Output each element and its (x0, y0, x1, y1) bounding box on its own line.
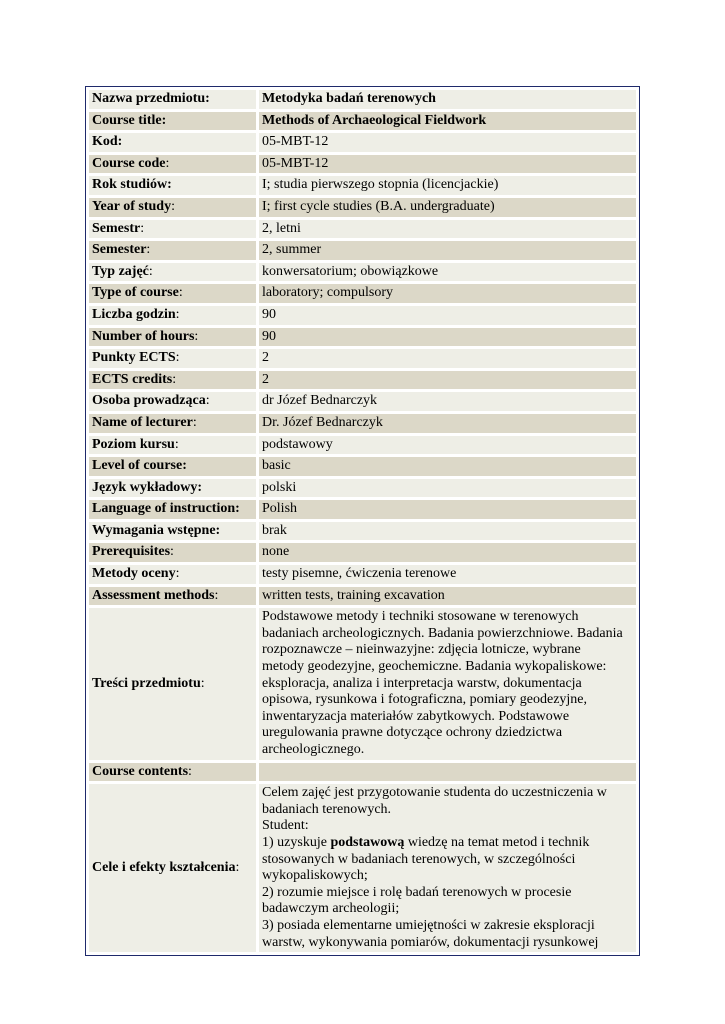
tresci-line: opisowa, rysunkowa i fotograficzna, pomiary geodezyjne, (262, 692, 588, 708)
table-row (89, 112, 636, 131)
row-label-bold: Język wykładowy: (92, 479, 203, 495)
row-value-text: Dr. Józef Bednarczyk (262, 414, 383, 430)
row-label-bold: Assessment methods (92, 587, 215, 603)
row-label-bold: ECTS credits (92, 371, 173, 387)
row-label-bold: Year of study (92, 198, 172, 214)
cele-line-text: wiedzę na temat metod i technik (404, 834, 590, 850)
row-label (89, 457, 256, 476)
row-label-colon: : (194, 328, 199, 344)
row-label-colon: : (175, 350, 180, 366)
table-row (89, 392, 636, 411)
row-value (259, 198, 636, 217)
row-value (259, 90, 636, 109)
row-value-text: 2 (262, 371, 269, 387)
row-label-bold: Type of course (92, 285, 179, 301)
table-row (89, 565, 636, 584)
row-label-bold: Kod: (92, 134, 123, 150)
row-label-bold: Language of instruction: (92, 501, 240, 517)
tresci-line: badaniach archeologicznych. Badania powierzchniowe. Badania (262, 625, 623, 641)
table-row (89, 522, 636, 541)
row-value-text: I; studia pierwszego stopnia (licencjackie) (262, 177, 499, 193)
row-value (259, 392, 636, 411)
row-label-colon: : (174, 436, 179, 452)
row-label (89, 522, 256, 541)
row-label-bold: Semester (92, 242, 147, 258)
tresci-line: Podstawowe metody i techniki stosowane w terenowych (262, 609, 579, 625)
row-label (89, 392, 256, 411)
row-label (89, 133, 256, 152)
row-value (259, 241, 636, 260)
row-label-bold: Wymagania wstępne: (92, 522, 221, 538)
table-row (89, 90, 636, 109)
tresci-line: eksploracja, analiza i interpretacja warstw, dokumentacja (262, 675, 582, 691)
cele-line: Student: (262, 818, 309, 834)
row-value-text: I; first cycle studies (B.A. undergraduate) (262, 198, 495, 214)
row-value (259, 328, 636, 347)
row-value (259, 155, 636, 174)
row-label-colon: : (214, 587, 219, 603)
row-value (259, 500, 636, 519)
row-label-colon: : (235, 859, 240, 875)
table-row (89, 241, 636, 260)
row-label-bold: Metody oceny (92, 566, 176, 582)
row-value-text: written tests, training excavation (262, 587, 445, 603)
row-label-colon: : (178, 285, 183, 301)
cele-line: Celem zajęć jest przygotowanie studenta do uczestniczenia w (262, 785, 607, 801)
row-label (89, 349, 256, 368)
tresci-line: archeologicznego. (262, 742, 365, 757)
row-label (89, 565, 256, 584)
row-label-colon: : (172, 371, 177, 387)
tresci-line: metody geodezyjne, geochemiczne. Badania wykopaliskowe: (262, 659, 607, 675)
row-label (89, 241, 256, 260)
table-row (89, 500, 636, 519)
row-label (89, 155, 256, 174)
row-label-bold: Liczba godzin (92, 306, 176, 322)
row-value-text: brak (262, 522, 287, 538)
row-label-bold: Punkty ECTS (92, 350, 176, 366)
table-row-cele (89, 784, 636, 952)
row-label (89, 112, 256, 131)
row-label-bold: Semestr (92, 220, 141, 236)
cele-line (262, 835, 633, 852)
cele-line: 3) posiada elementarne umiejętności w zakresie eksploracji (262, 917, 595, 933)
row-label (89, 608, 256, 759)
row-value (259, 220, 636, 239)
row-label (89, 414, 256, 433)
table-row (89, 306, 636, 325)
row-label-colon: : (171, 198, 175, 214)
table-row (89, 587, 636, 606)
row-label (89, 263, 256, 282)
table-row (89, 371, 636, 390)
row-label-colon: : (175, 566, 180, 582)
row-label-bold: Course code (92, 155, 166, 171)
row-value (259, 565, 636, 584)
table-row (89, 176, 636, 195)
tresci-line: rozpoznawcze – nieinwazyjne: zdjęcia lotnicze, wybrane (262, 642, 581, 658)
course-info-rows (89, 90, 636, 605)
row-label-bold: Typ zajęć (92, 263, 149, 279)
table-row (89, 263, 636, 282)
row-label (89, 328, 256, 347)
row-label (89, 784, 256, 952)
cele-line: stosowanych w badaniach terenowych, w szczególności (262, 851, 576, 867)
row-label-colon: : (165, 155, 170, 171)
row-label-colon: : (170, 544, 174, 560)
row-label-colon: : (205, 393, 210, 409)
row-label (89, 500, 256, 519)
row-label-colon: : (200, 675, 205, 691)
row-value (259, 263, 636, 282)
tresci-line: inwentaryzacja materiałów zabytkowych. Podstawowe (262, 708, 570, 724)
row-label-bold: Course contents (92, 763, 189, 779)
row-label-colon: : (140, 220, 145, 236)
table-row (89, 349, 636, 368)
row-value-bold: Metodyka badań terenowych (262, 91, 436, 106)
row-value (259, 414, 636, 433)
row-value-text: dr Józef Bednarczyk (262, 393, 378, 409)
table-row (89, 436, 636, 455)
row-value-text: 2 (262, 350, 269, 366)
table-row (89, 220, 636, 239)
row-label-bold: Number of hours (92, 328, 195, 344)
row-value (259, 587, 636, 606)
row-value (259, 284, 636, 303)
row-label-bold: Treści przedmiotu (92, 675, 201, 691)
row-label-bold: Cele i efekty kształcenia (92, 859, 236, 875)
table-row (89, 457, 636, 476)
row-value-text: basic (262, 458, 291, 474)
row-value (259, 608, 636, 759)
row-label (89, 587, 256, 606)
row-value (259, 349, 636, 368)
row-value (259, 784, 636, 952)
table-row (89, 328, 636, 347)
table-row (89, 414, 636, 433)
row-value (259, 112, 636, 131)
row-label-colon: : (146, 242, 151, 258)
row-value (259, 436, 636, 455)
row-label-colon: : (148, 263, 153, 279)
row-value-text: 90 (262, 306, 276, 322)
row-value-text: 90 (262, 328, 276, 344)
row-label-bold: Prerequisites (92, 544, 171, 560)
cele-line: 2) rozumie miejsce i rolę badań terenowych w procesie (262, 884, 572, 900)
course-info-long-rows (89, 608, 636, 952)
row-label-bold: Poziom kursu (92, 436, 175, 452)
row-value-text: 05-MBT-12 (262, 155, 329, 171)
row-label-bold: Rok studiów: (92, 177, 172, 193)
row-value (259, 371, 636, 390)
row-value-bold: Methods of Archaeological Fieldwork (262, 112, 487, 128)
cele-line-text: 1) uzyskuje (262, 834, 331, 850)
row-value (259, 176, 636, 195)
row-label (89, 306, 256, 325)
table-row (89, 543, 636, 562)
cele-line-emphasis: podstawową (330, 834, 405, 850)
row-label-bold: Level of course: (92, 458, 187, 474)
row-label (89, 371, 256, 390)
table-row-course-contents (89, 763, 636, 782)
table-row (89, 284, 636, 303)
cele-line: warstw, wykonywania pomiarów, dokumentacji rysunkowej (262, 934, 599, 950)
row-label (89, 90, 256, 109)
row-label-bold: Osoba prowadząca (92, 393, 206, 409)
row-label (89, 176, 256, 195)
row-value-text: polski (262, 479, 297, 495)
row-label-bold: Nazwa przedmiotu: (92, 91, 210, 106)
row-label-bold: Course title: (92, 112, 167, 128)
row-label (89, 436, 256, 455)
table-row (89, 479, 636, 498)
row-value-text: 2, letni (262, 220, 301, 236)
table-row (89, 133, 636, 152)
row-value-text: Polish (262, 501, 298, 517)
course-info-table (85, 86, 640, 956)
row-value (259, 133, 636, 152)
row-label-colon: : (188, 763, 192, 779)
row-label (89, 220, 256, 239)
table-row (89, 198, 636, 217)
cele-line: badawczym archeologii; (262, 901, 400, 917)
table-row (89, 155, 636, 174)
row-label (89, 284, 256, 303)
row-value-text: 05-MBT-12 (262, 134, 329, 150)
tresci-line: uregulowania prawne dotyczące ochrony dziedzictwa (262, 725, 563, 741)
row-label (89, 763, 256, 782)
row-label-bold: Name of lecturer (92, 414, 193, 430)
row-value-text: 2, summer (262, 242, 322, 258)
row-value-text: podstawowy (262, 436, 333, 452)
row-value (259, 306, 636, 325)
row-label (89, 543, 256, 562)
table-row-tresci (89, 608, 636, 759)
row-value (259, 479, 636, 498)
row-value-text: laboratory; compulsory (262, 285, 394, 301)
cele-line: wykopaliskowych; (262, 868, 368, 884)
cele-line: badaniach terenowych. (262, 801, 392, 817)
row-value-text: none (262, 544, 290, 560)
row-value (259, 522, 636, 541)
row-label (89, 198, 256, 217)
row-value-text: konwersatorium; obowiązkowe (262, 263, 439, 279)
row-label-colon: : (192, 414, 197, 430)
row-value (259, 457, 636, 476)
row-value-text: testy pisemne, ćwiczenia terenowe (262, 566, 457, 582)
row-value (259, 543, 636, 562)
row-label-colon: : (175, 306, 180, 322)
row-value (259, 763, 636, 782)
row-label (89, 479, 256, 498)
